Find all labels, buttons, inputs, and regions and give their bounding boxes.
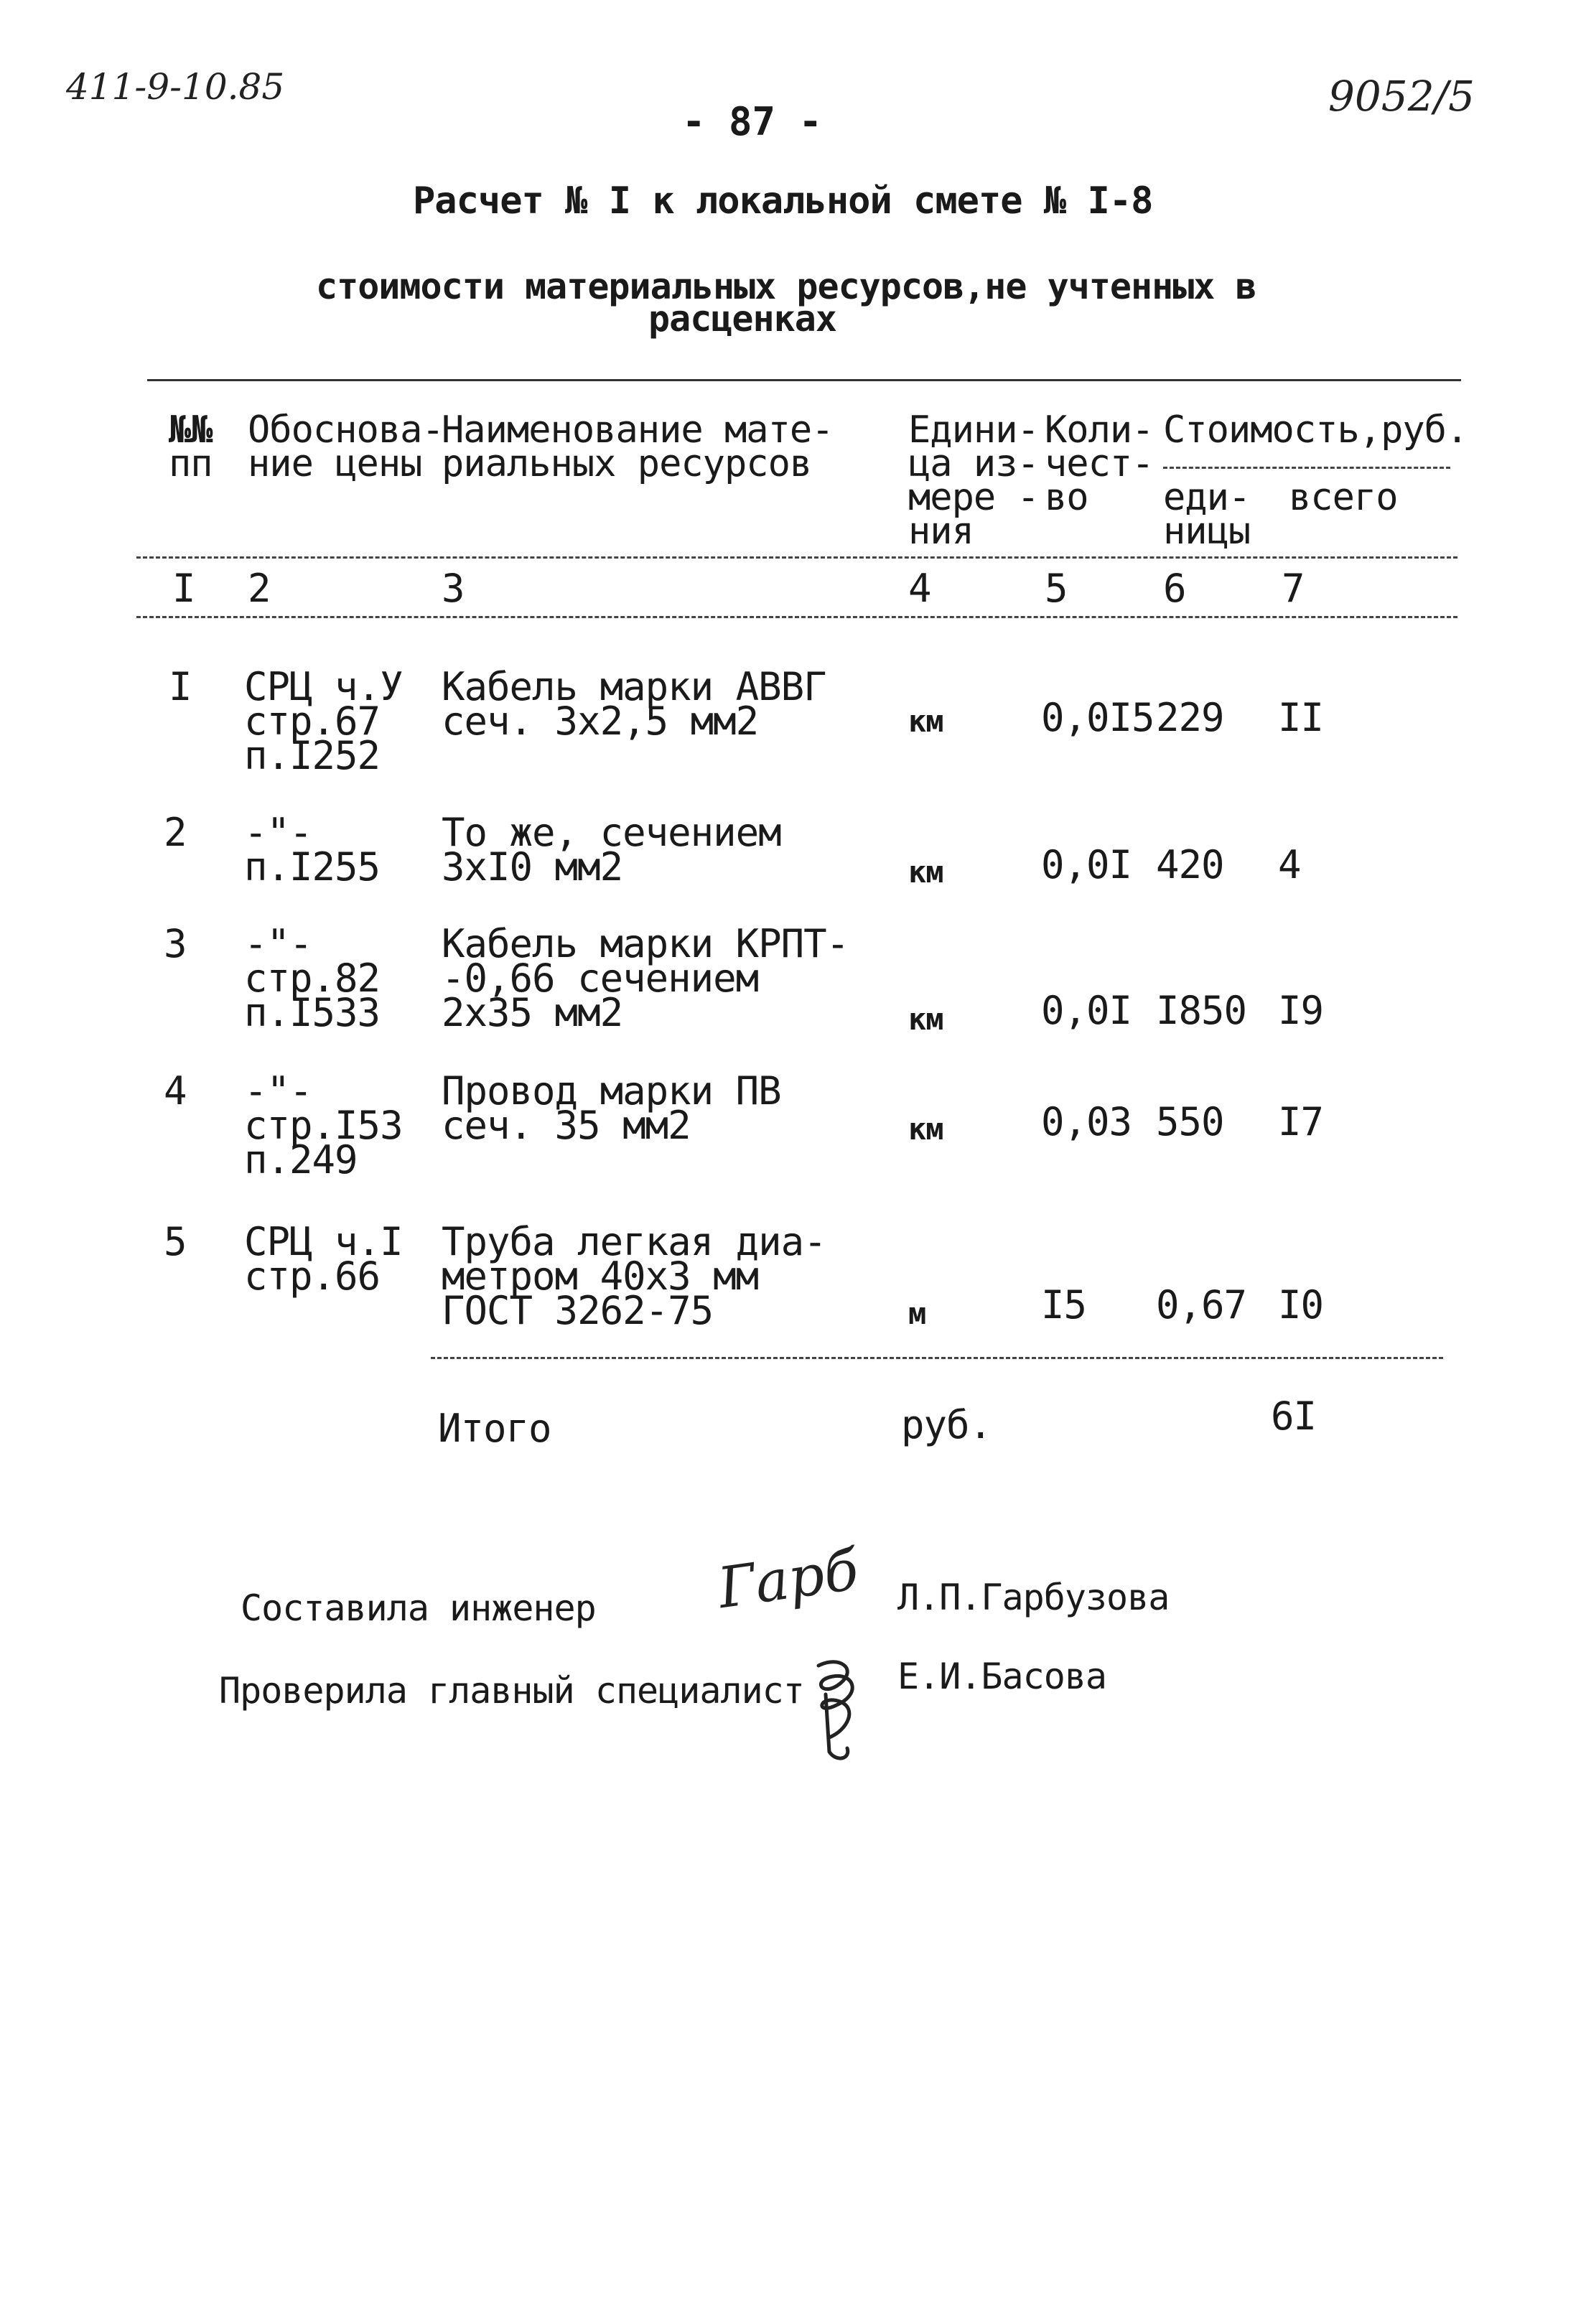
colnum-bottom-rule xyxy=(136,616,1457,618)
colnum-5: 5 xyxy=(1045,566,1068,611)
row-unit: км xyxy=(908,854,943,890)
row-basis-line: стр.66 xyxy=(244,1254,381,1299)
header-unit-line1: Едини- xyxy=(908,409,1039,452)
document-title: Расчет № I к локальной смете № I-8 xyxy=(413,179,1153,223)
row-material-name: То же, сечением xyxy=(442,810,781,855)
colnum-1: I xyxy=(172,566,195,611)
total-value: 6I xyxy=(1271,1394,1317,1439)
header-unit-line2: ца из- xyxy=(908,442,1039,485)
row-basis-line: -"- xyxy=(244,1068,312,1114)
table-top-rule xyxy=(147,379,1461,381)
row-total: II xyxy=(1278,695,1324,740)
header-num-line1: №№ xyxy=(169,409,213,452)
colnum-3: 3 xyxy=(442,566,465,611)
row-unit-price: 229 xyxy=(1156,695,1224,740)
row-material-name: Труба легкая диа- xyxy=(442,1219,826,1264)
row-basis-line: -"- xyxy=(244,921,312,966)
total-unit: руб. xyxy=(901,1402,992,1447)
row-material-name: Кабель марки АВВГ xyxy=(442,664,826,709)
header-bottom-rule xyxy=(136,556,1457,559)
row-basis-line: п.I255 xyxy=(244,844,381,890)
row-quantity: 0,03 xyxy=(1041,1099,1132,1144)
header-cost-group: Стоимость,руб. xyxy=(1163,409,1468,452)
row-quantity: I5 xyxy=(1041,1282,1087,1327)
compiled-by-label: Составила инженер xyxy=(241,1587,596,1629)
row-basis-line: п.I533 xyxy=(244,990,381,1035)
header-basis-line2: ние цены xyxy=(248,442,422,485)
header-num-line2: пп xyxy=(169,442,213,485)
header-basis-line1: Обоснова- xyxy=(248,409,444,452)
row-unit-price: 420 xyxy=(1156,842,1224,887)
row-number: 2 xyxy=(164,810,187,855)
header-qty-line1: Коли- xyxy=(1045,409,1154,452)
table-bottom-rule xyxy=(431,1357,1443,1359)
row-material-name: метром 40х3 мм xyxy=(442,1254,759,1299)
header-name-line1: Наименование мате- xyxy=(442,409,834,452)
row-material-name: -0,66 сечением xyxy=(442,956,759,1001)
row-material-name: Провод марки ПВ xyxy=(442,1068,781,1114)
colnum-7: 7 xyxy=(1282,566,1305,611)
document-subtitle-line1: стоимости материальных ресурсов,не учтенных в xyxy=(316,266,1256,307)
row-unit-price: 550 xyxy=(1156,1099,1224,1144)
row-material-name: сеч. 3х2,5 мм2 xyxy=(442,699,759,744)
document-subtitle-line2: расценках xyxy=(648,298,836,340)
compiled-by-signature: Гарб xyxy=(714,1537,862,1622)
colnum-2: 2 xyxy=(248,566,271,611)
row-quantity: 0,0I xyxy=(1041,842,1132,887)
row-unit: км xyxy=(908,1002,943,1037)
row-number: I xyxy=(169,664,192,709)
row-material-name: 2х35 мм2 xyxy=(442,990,623,1035)
row-basis-line: -"- xyxy=(244,810,312,855)
row-material-name: Кабель марки КРПТ- xyxy=(442,921,849,966)
row-basis-line: п.I252 xyxy=(244,733,381,778)
header-unitprice-line2: ницы xyxy=(1163,510,1251,553)
row-material-name: ГОСТ 3262-75 xyxy=(442,1288,714,1333)
document-code-note: 411-9-10.85 xyxy=(66,66,285,108)
row-material-name: сеч. 35 мм2 xyxy=(442,1103,691,1148)
row-unit: м xyxy=(908,1296,926,1331)
header-qty-line2: чест- xyxy=(1045,442,1154,485)
row-material-name: 3хI0 мм2 xyxy=(442,844,623,890)
checked-by-label: Проверила главный специалист xyxy=(219,1670,804,1712)
row-basis-line: СРЦ ч.I xyxy=(244,1219,403,1264)
row-basis-line: стр.I53 xyxy=(244,1103,403,1148)
header-cost-rule xyxy=(1163,467,1450,469)
compiled-by-name: Л.П.Гарбузова xyxy=(897,1577,1170,1618)
page-number: - 87 - xyxy=(682,99,823,144)
row-total: I7 xyxy=(1278,1099,1324,1144)
header-name-line2: риальных ресурсов xyxy=(442,442,812,485)
row-unit: км xyxy=(908,704,943,739)
row-number: 5 xyxy=(164,1219,187,1264)
row-unit: км xyxy=(908,1111,943,1147)
row-number: 4 xyxy=(164,1068,187,1114)
colnum-4: 4 xyxy=(908,566,931,611)
checked-by-name: Е.И.Басова xyxy=(897,1656,1107,1697)
row-total: 4 xyxy=(1278,842,1301,887)
row-unit-price: 0,67 xyxy=(1156,1282,1247,1327)
header-total: всего xyxy=(1289,476,1398,519)
row-quantity: 0,0I xyxy=(1041,988,1132,1033)
row-basis-line: СРЦ ч.У xyxy=(244,664,403,709)
row-unit-price: I850 xyxy=(1156,988,1247,1033)
checked-by-signature-icon xyxy=(797,1651,876,1766)
header-qty-line3: во xyxy=(1045,476,1088,519)
row-basis-line: п.249 xyxy=(244,1137,358,1182)
header-unit-line3: мере - xyxy=(908,476,1039,519)
colnum-6: 6 xyxy=(1163,566,1186,611)
row-total: I0 xyxy=(1278,1282,1324,1327)
row-number: 3 xyxy=(164,921,187,966)
row-basis-line: стр.82 xyxy=(244,956,381,1001)
header-unit-line4: ния xyxy=(908,510,974,553)
row-total: I9 xyxy=(1278,988,1324,1033)
header-unitprice-line1: еди- xyxy=(1163,476,1251,519)
archive-number-note: 9052/5 xyxy=(1328,72,1475,121)
total-label: Итого xyxy=(438,1406,551,1451)
row-quantity: 0,0I5 xyxy=(1041,695,1154,740)
row-basis-line: стр.67 xyxy=(244,699,381,744)
